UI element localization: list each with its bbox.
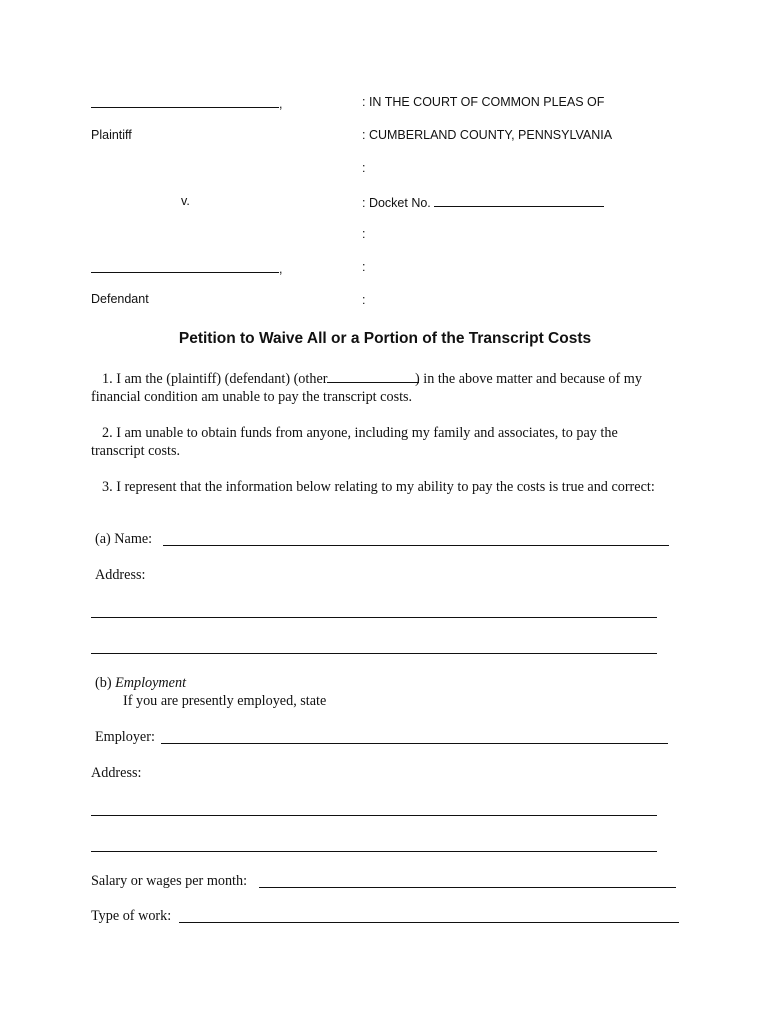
address-input-line-1[interactable] — [91, 617, 657, 618]
salary-input-line[interactable] — [259, 887, 676, 888]
salary-label: Salary or wages per month: — [91, 873, 248, 889]
employer-address-input-line-1[interactable] — [91, 815, 657, 816]
document-title: Petition to Waive All or a Portion of the Transcript Costs — [178, 330, 592, 347]
employer-address-input-line-2[interactable] — [91, 851, 657, 852]
paragraph-1-start: 1. I am the (plaintiff) (defendant) (other — [102, 371, 328, 387]
defendant-name-blank[interactable] — [91, 260, 279, 273]
versus-label: v. — [181, 194, 190, 208]
defendant-name-field[interactable] — [91, 260, 282, 276]
defendant-label: Defendant — [91, 292, 149, 306]
docket-label: : Docket No. — [362, 196, 431, 210]
employment-heading — [95, 675, 186, 692]
plaintiff-name-field[interactable] — [91, 95, 282, 111]
plaintiff-name-blank[interactable] — [91, 95, 279, 108]
defendant-comma: , — [279, 262, 283, 276]
paragraph-1 — [91, 370, 691, 406]
address-input-line-2[interactable] — [91, 653, 657, 654]
employer-label: Employer: — [95, 729, 155, 745]
docket-field — [362, 194, 604, 210]
type-of-work-label: Type of work: — [91, 908, 172, 924]
name-input-line[interactable] — [163, 545, 669, 546]
court-name-line2: : CUMBERLAND COUNTY, PENNSYLVANIA — [362, 128, 613, 142]
paragraph-1-end: ) in the above matter and because of my financial condition am unable to pay the transcript costs. — [91, 371, 642, 405]
employer-input-line[interactable] — [161, 743, 668, 744]
caption-colon: : — [362, 227, 366, 241]
name-label: (a) Name: — [95, 531, 153, 547]
address-label: Address: — [95, 567, 146, 583]
docket-number-blank[interactable] — [434, 194, 604, 207]
caption-colon: : — [362, 161, 366, 175]
other-party-blank[interactable] — [327, 370, 419, 383]
employer-address-label: Address: — [91, 765, 142, 781]
caption-colon: : — [362, 260, 366, 274]
type-of-work-input-line[interactable] — [179, 922, 679, 923]
employment-prefix: (b) — [95, 675, 112, 691]
caption-colon: : — [362, 293, 366, 307]
plaintiff-label: Plaintiff — [91, 128, 132, 142]
court-name-line1: : IN THE COURT OF COMMON PLEAS OF — [362, 95, 605, 109]
plaintiff-comma: , — [279, 97, 283, 111]
employment-instruction: If you are presently employed, state — [123, 693, 327, 709]
paragraph-3: 3. I represent that the information below relating to my ability to pay the costs is true and correct: — [102, 479, 655, 495]
paragraph-2: 2. I am unable to obtain funds from anyone, including my family and associates, to pay the transcript costs. — [91, 425, 618, 459]
employment-heading-text: Employment — [115, 675, 187, 691]
